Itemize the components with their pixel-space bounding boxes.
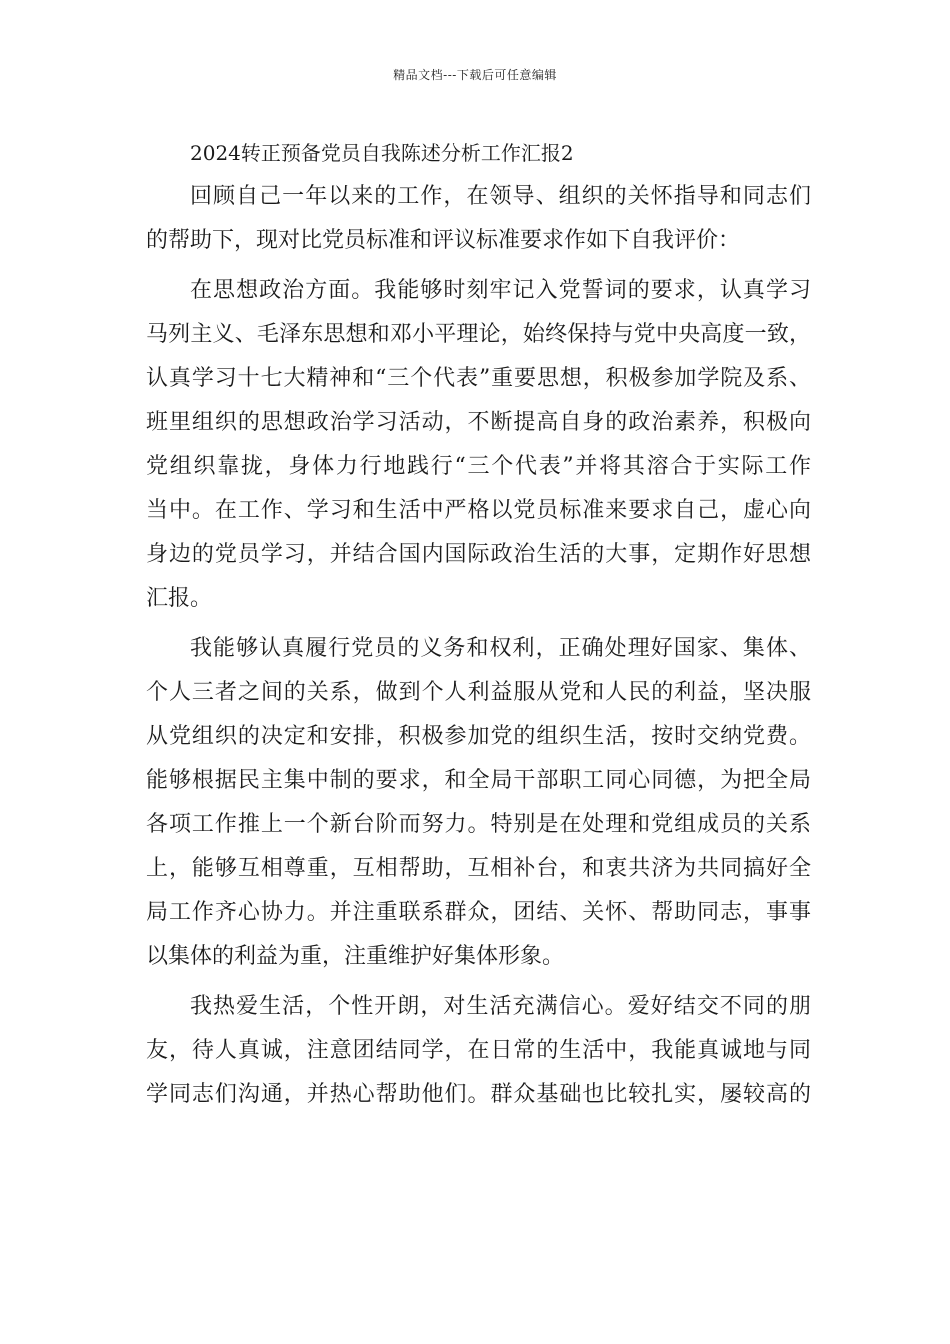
- paragraph-line: 身边的党员学习，并结合国内国际政治生活的大事，定期作好思想: [146, 542, 811, 567]
- paragraph-line: 能够根据民主集中制的要求，和全局干部职工同心同德，为把全局: [146, 768, 811, 793]
- paragraph-line: 局工作齐心协力。并注重联系群众，团结、关怀、帮助同志，事事: [146, 900, 811, 925]
- paragraph-line: 上，能够互相尊重，互相帮助，互相补台，和衷共济为共同搞好全: [146, 856, 811, 881]
- paragraph-line: 认真学习十七大精神和“三个代表”重要思想，积极参加学院及系、: [146, 366, 811, 391]
- paragraph-line: 当中。在工作、学习和生活中严格以党员标准来要求自己，虚心向: [146, 498, 811, 523]
- paragraph-line: 各项工作推上一个新台阶而努力。特别是在处理和党组成员的关系: [146, 812, 811, 837]
- paragraph-line: 回顾自己一年以来的工作，在领导、组织的关怀指导和同志们: [190, 184, 811, 209]
- paragraph-line: 以集体的利益为重，注重维护好集体形象。: [146, 944, 565, 969]
- paragraph-line: 马列主义、毛泽东思想和邓小平理论，始终保持与党中央高度一致，: [146, 322, 811, 347]
- page-header: 精品文档---下载后可任意编辑: [393, 68, 557, 82]
- document-body: [146, 131, 811, 1117]
- paragraph-2: [146, 269, 811, 621]
- document-title: 2024转正预备党员自我陈述分析工作汇报2: [190, 141, 574, 165]
- paragraph-line: 在思想政治方面。我能够时刻牢记入党誓词的要求，认真学习: [190, 278, 811, 303]
- paragraph-line: 我能够认真履行党员的义务和权利，正确处理好国家、集体、: [190, 636, 811, 661]
- paragraph-line: 个人三者之间的关系，做到个人利益服从党和人民的利益，坚决服: [146, 680, 811, 705]
- paragraph-line: 我热爱生活，个性开朗，对生活充满信心。爱好结交不同的朋: [190, 994, 811, 1019]
- paragraph-line: 班里组织的思想政治学习活动，不断提高自身的政治素养，积极向: [146, 410, 811, 435]
- paragraph-line: 党组织靠拢，身体力行地践行“三个代表”并将其溶合于实际工作: [146, 454, 811, 479]
- paragraph-line: 友，待人真诚，注意团结同学，在日常的生活中，我能真诚地与同: [146, 1038, 811, 1063]
- paragraph-line: 学同志们沟通，并热心帮助他们。群众基础也比较扎实，屡较高的: [146, 1082, 811, 1107]
- paragraph-line: 从党组织的决定和安排，积极参加党的组织生活，按时交纳党费。: [146, 724, 811, 749]
- paragraph-3: [146, 627, 811, 979]
- paragraph-1: [146, 175, 811, 263]
- paragraph-line: 的帮助下，现对比党员标准和评议标准要求作如下自我评价：: [146, 228, 741, 253]
- paragraph-4: [146, 985, 811, 1117]
- paragraph-line: 汇报。: [146, 586, 213, 611]
